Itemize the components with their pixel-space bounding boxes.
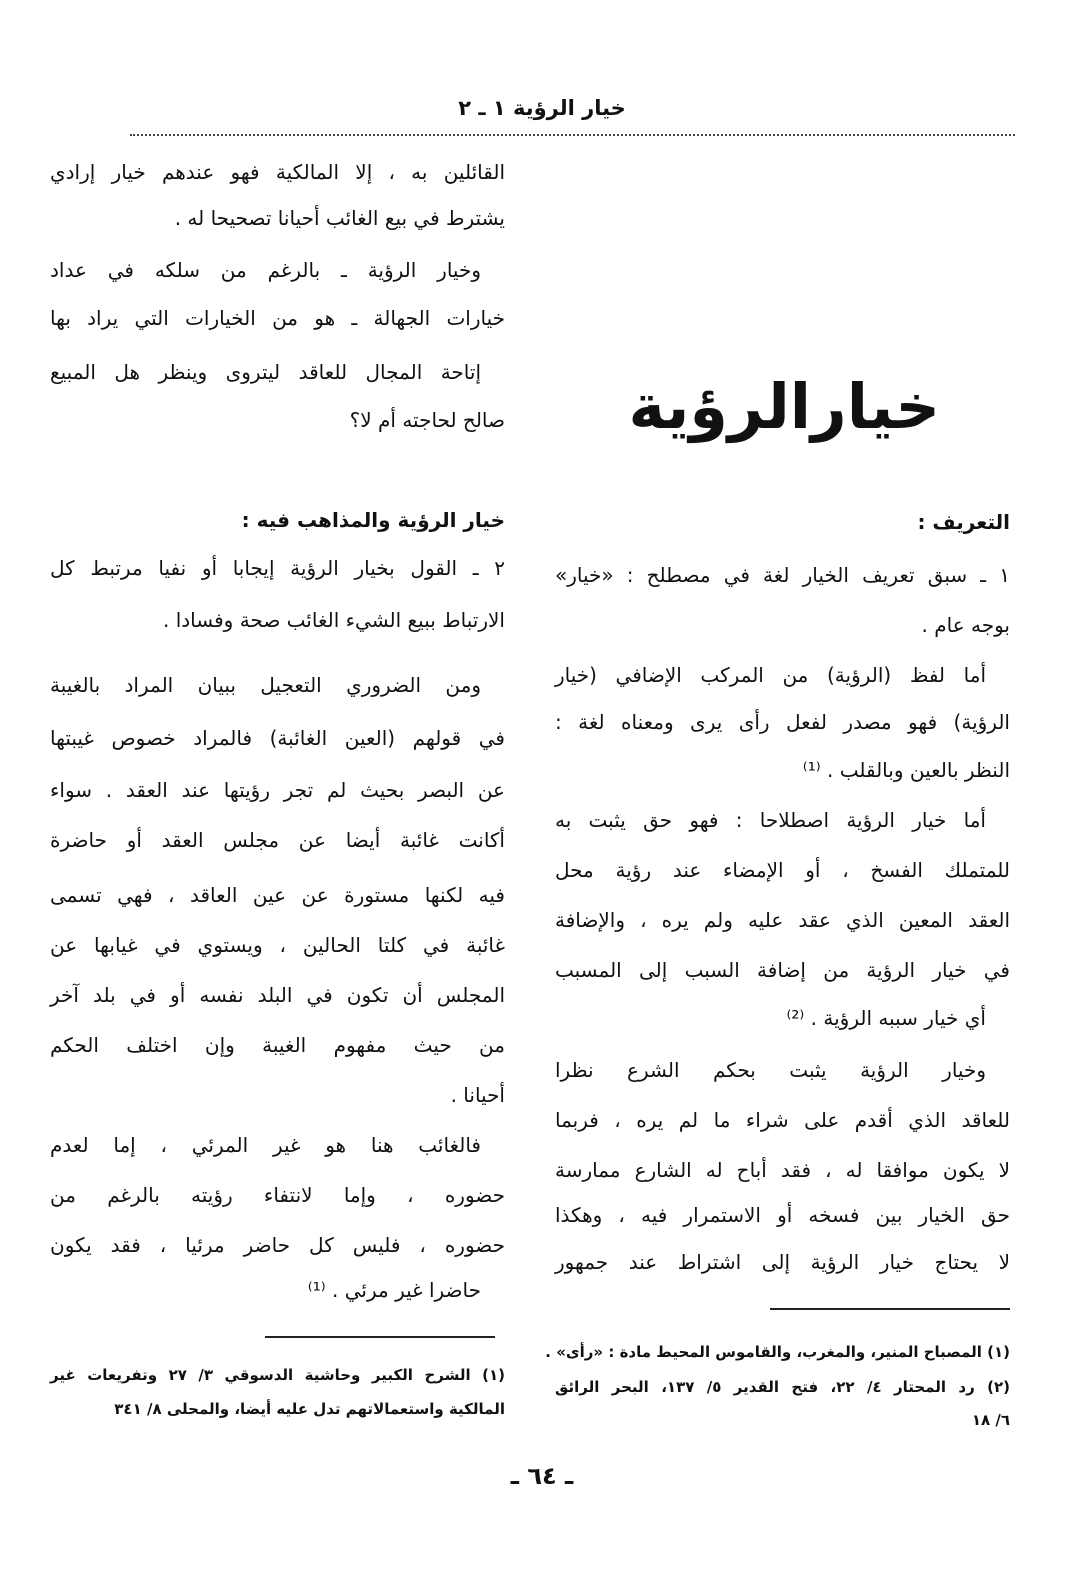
text-line: فالغائب هنا هو غير المرئي ، إما لعدم	[50, 1133, 481, 1157]
text-line: ومن الضروري التعجيل ببيان المراد بالغيبة	[50, 673, 481, 697]
text-line: حق الخيار بين فسخه أو الاستمرار فيه ، وهكذا	[555, 1203, 1010, 1227]
text-line: في خيار الرؤية من إضافة السبب إلى المسبب	[555, 958, 1010, 982]
text-line: ١ ـ سبق تعريف الخيار لغة في مصطلح : «خيار»	[555, 563, 1010, 587]
text-line: القائلين به ، إلا المالكية فهو عندهم خيار إرادي	[50, 160, 505, 184]
text-line: لا يحتاج خيار الرؤية إلى اشتراط عند جمهور	[555, 1250, 1010, 1274]
text-line: فيه لكنها مستورة عن عين العاقد ، فهي تسمى	[50, 883, 505, 907]
section-heading: التعريف :	[917, 510, 1010, 534]
text-line: للعاقد الذي أقدم على شراء ما لم يره ، فربما	[555, 1108, 1010, 1132]
text-line: للمتملك الفسخ ، أو الإمضاء عند رؤية محل	[555, 858, 1010, 882]
text-line: أما خيار الرؤية اصطلاحا : فهو حق يثبت به	[555, 808, 986, 832]
footnote-rule-right	[770, 1308, 1010, 1310]
text-line: المجلس أن تكون في البلد نفسه أو في بلد آخر	[50, 983, 505, 1007]
text-line: الرؤية) فهو مصدر لفعل رأى يرى ومعناه لغة :	[555, 710, 1010, 734]
footnote-rule-left	[265, 1336, 495, 1338]
text-line: النظر بالعين وبالقلب . ⁽¹⁾	[802, 758, 1010, 782]
text-line: إتاحة المجال للعاقد ليتروى وينظر هل المبيع	[50, 360, 481, 384]
page-number: ـ ٦٤ ـ	[510, 1462, 574, 1490]
text-line: صالح لحاجته أم لا؟	[349, 408, 505, 432]
text-line: أكانت غائبة أيضا عن مجلس العقد أو حاضرة	[50, 828, 505, 852]
text-line: في قولهم (العين الغائبة) فالمراد خصوص غيبتها	[50, 726, 505, 750]
section-heading: خيار الرؤية والمذاهب فيه :	[241, 508, 505, 532]
text-line: بوجه عام .	[921, 613, 1010, 637]
text-line: خيارات الجهالة ـ هو من الخيارات التي يراد بها	[50, 306, 505, 330]
text-line: غائبة في كلتا الحالين ، ويستوي في غيابها عن	[50, 933, 505, 957]
text-line: العقد المعين الذي عقد عليه ولم يره ، والإضافة	[555, 908, 1010, 932]
footnote: (١) الشرح الكبير وحاشية الدسوقي ٣/ ٢٧ وتفريعات غير	[50, 1366, 505, 1384]
text-line: وخيار الرؤية ـ بالرغم من سلكه في عداد	[50, 258, 481, 282]
footnote: (١) المصباح المنير، والمغرب، والقاموس المحيط مادة : «رأى» .	[545, 1343, 1010, 1361]
text-line: وخيار الرؤية يثبت بحكم الشرع نظرا	[555, 1058, 986, 1082]
footnote: ٦/ ١٨	[971, 1411, 1010, 1429]
text-line: أي خيار سببه الرؤية . ⁽²⁾	[786, 1006, 986, 1030]
footnote: (٢) رد المحتار ٤/ ٢٢، فتح القدير ٥/ ١٣٧، البحر الرائق	[555, 1378, 1010, 1396]
text-line: الارتباط ببيع الشيء الغائب صحة وفسادا .	[163, 608, 505, 632]
text-line: لا يكون موافقا له ، فقد أباح له الشارع ممارسة	[555, 1158, 1010, 1182]
text-line: ٢ ـ القول بخيار الرؤية إيجابا أو نفيا مرتبط كل	[50, 556, 505, 580]
text-line: حضوره ، فليس كل حاضر مرئيا ، فقد يكون	[50, 1233, 505, 1257]
text-line: من حيث مفهوم الغيبة وإن اختلف الحكم	[50, 1033, 505, 1057]
text-line: حضوره ، وإما لانتفاء رؤيته بالرغم من	[50, 1183, 505, 1207]
text-line: أحيانا .	[450, 1083, 505, 1107]
text-line: أما لفظ (الرؤية) من المركب الإضافي (خيار	[555, 663, 986, 687]
running-header: خيار الرؤية ١ ـ ٢	[458, 96, 626, 120]
text-line: يشترط في بيع الغائب أحيانا تصحيحا له .	[174, 206, 505, 230]
text-line: حاضرا غير مرئي . ⁽¹⁾	[307, 1278, 481, 1302]
article-title: خيارالرؤية	[628, 370, 940, 443]
text-line: عن البصر بحيث لم تجر رؤيتها عند العقد . سواء	[50, 778, 505, 802]
footnote: المالكية واستعمالاتهم تدل عليه أيضا، والمحلى ٨/ ٣٤١	[114, 1400, 505, 1418]
header-divider	[130, 134, 1015, 136]
